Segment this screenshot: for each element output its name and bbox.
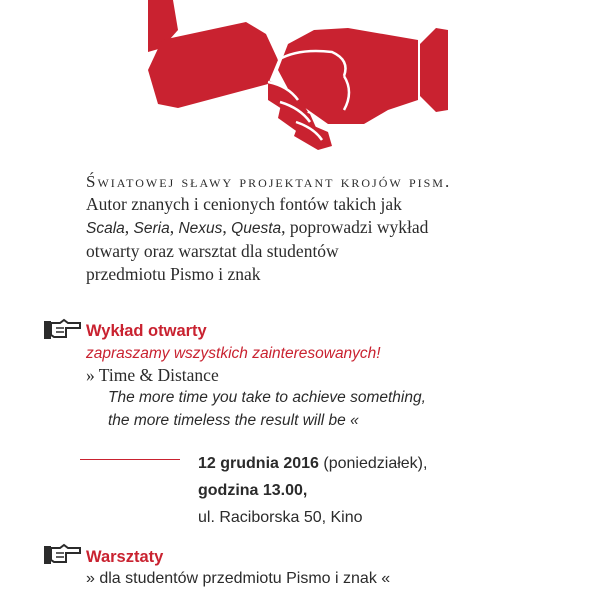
intro-line: otwarty oraz warsztat dla studentów bbox=[86, 241, 339, 261]
handshake-logo bbox=[118, 0, 448, 150]
workshop-heading: Warsztaty bbox=[86, 548, 164, 566]
quote-line: the more timeless the result will be « bbox=[108, 412, 359, 429]
font-name: Seria bbox=[133, 220, 170, 237]
lecture-date-line bbox=[198, 450, 427, 477]
font-name: Scala bbox=[86, 220, 125, 237]
lecture-heading: Wykład otwarty bbox=[86, 322, 207, 340]
lecture-time: godzina 13.00, bbox=[198, 482, 308, 499]
pointing-hand-icon bbox=[44, 318, 82, 342]
intro-line: przedmiotu Pismo i znak bbox=[86, 264, 261, 284]
workshop-section bbox=[86, 548, 390, 588]
lecture-weekday: (poniedziałek), bbox=[318, 455, 428, 472]
intro-line-tail: , poprowadzi wykład bbox=[281, 217, 429, 237]
lecture-title: » Time & Distance bbox=[86, 365, 219, 385]
intro-paragraph bbox=[86, 170, 526, 286]
pointing-hand-icon bbox=[44, 543, 82, 567]
lecture-place: ul. Raciborska 50, Kino bbox=[198, 509, 363, 526]
lecture-invite: zapraszamy wszystkich zainteresowanych! bbox=[86, 345, 381, 362]
divider-rule bbox=[80, 459, 180, 460]
workshop-audience: » dla studentów przedmiotu Pismo i znak « bbox=[86, 570, 391, 587]
lecture-quote bbox=[86, 386, 426, 432]
lecture-details bbox=[198, 450, 427, 531]
designer-tagline: Światowej sławy projektant krojów pism. bbox=[86, 172, 452, 191]
lecture-date: 12 grudnia 2016 bbox=[198, 455, 319, 472]
font-name: Questa bbox=[231, 220, 282, 237]
font-name: Nexus bbox=[178, 220, 223, 237]
quote-line: The more time you take to achieve something, bbox=[108, 389, 426, 406]
lecture-section bbox=[86, 322, 426, 432]
intro-line: Autor znanych i cenionych fontów takich jak bbox=[86, 194, 402, 214]
intro-fonts-line: Scala, Seria, Nexus, Questa, poprowadzi wykład bbox=[86, 217, 429, 237]
